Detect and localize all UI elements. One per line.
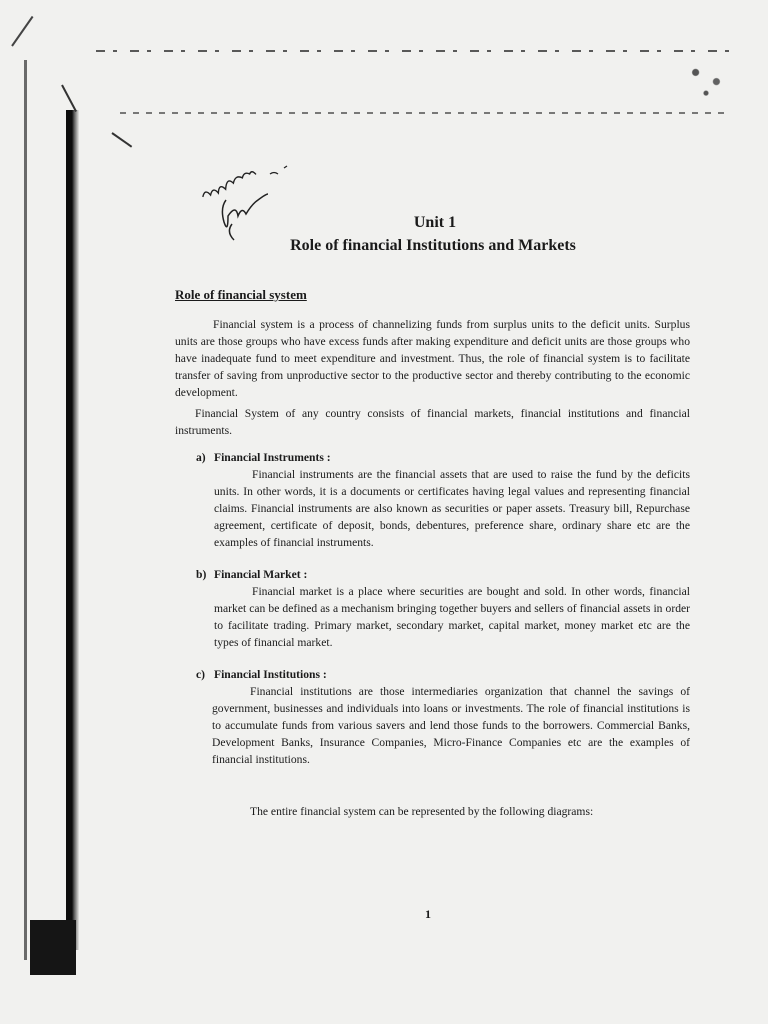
paragraph: Financial System of any country consists of financial markets, financial institutions and financial instruments. <box>175 407 690 437</box>
section-title: Role of financial system <box>175 287 307 302</box>
scan-edge-line <box>24 60 27 960</box>
closing-sentence: The entire financial system can be represented by the following diagrams: <box>250 805 594 818</box>
page-title: Role of financial Institutions and Markets <box>290 237 576 254</box>
list-item-title: Financial Institutions : <box>214 668 327 681</box>
scan-edge-block <box>30 920 76 975</box>
handwritten-signature <box>196 140 296 250</box>
list-marker: a) <box>196 451 206 464</box>
list-item-title: Financial Market : <box>214 568 308 581</box>
list-marker: b) <box>196 568 207 581</box>
list-marker: c) <box>196 668 206 681</box>
pen-stroke <box>61 85 77 112</box>
pen-stroke <box>111 132 132 147</box>
list-item-text: Financial market is a place where securities are bought and sold. In other words, financial market can be defined as a mechanism bringing together buyers and sellers of financial assets in order to facilitate trading. Primary market, secondary market, capital market, money market etc are the types of financial market. <box>214 585 690 649</box>
page-number: 1 <box>425 907 431 921</box>
list-item-heading <box>196 451 331 464</box>
list-item-heading <box>196 568 307 581</box>
list-item-text: Financial instruments are the financial assets that are used to raise the fund by the deficits units. In other words, it is a documents or certificates having legal values and representing financial claims. Financial instruments are also known as securities or paper assets. Treasury bill, Repurchase agreement, certificate of deposit, bonds, debentures, preference share, ordinary share etc are the examples of financial instruments. <box>214 468 690 549</box>
scan-noise-top <box>96 50 736 52</box>
list-item-text: Financial institutions are those intermediaries organization that channel the savings of government, businesses and individuals into loans or investments. The role of financial institutions is to accumulate funds from various savers and lend those funds to the borrowers. Commercial Banks, Development Banks, Insurance Companies, Micro-Finance Companies etc are the examples of financial institutions. <box>212 685 690 766</box>
scan-stroke <box>11 16 33 47</box>
binding-shadow <box>66 110 79 950</box>
scan-corner-mark <box>680 54 732 100</box>
list-item-heading <box>196 668 327 681</box>
paragraph: Financial system is a process of channelizing funds from surplus units to the deficit units. Surplus units are those groups who have excess funds after making expenditure and deficit units are those groups who have inadequate fund to meet expenditure and investment. Thus, the role of financial system is to facilitate transfer of saving from unproductive sector to the productive sector and thereby contributing to the economic development. <box>175 318 690 399</box>
scan-noise-rule <box>120 112 730 114</box>
list-item-title: Financial Instruments : <box>214 451 331 464</box>
unit-heading: Unit 1 <box>413 214 457 231</box>
